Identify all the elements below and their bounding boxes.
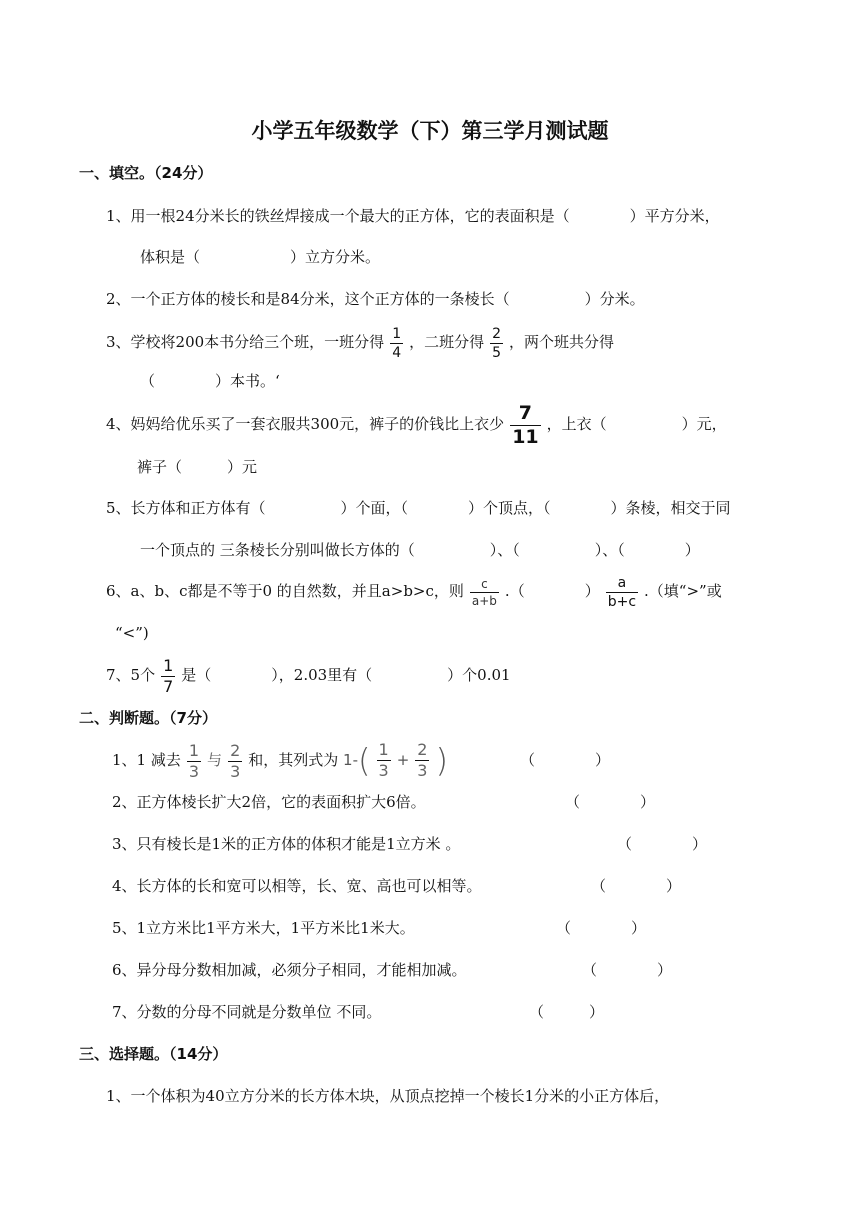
fill-q6-line2: “<”): [115, 624, 149, 642]
section-heading-fill: 一、填空。（24分）: [79, 164, 213, 182]
fill-q5-line2: 一个顶点的 三条棱长分别叫做长方体的（ ）、（ ）、（ ）: [140, 541, 700, 559]
choice-q1: 1、一个体积为40立方分米的长方体木块，从顶点挖掉一个棱长1分米的小正方体后，: [106, 1087, 670, 1105]
fraction-one-third-expr: $\frac{1}{3}$: [378, 740, 389, 780]
judge-q6-answer: （ ）: [582, 961, 673, 979]
fill-q3-line1: 3、学校将200本书分给三个班，一班分得 $\frac{1}{4}$ ，二班分得 $\frac{2}{5}$ ，两个班共分得: [106, 325, 615, 361]
judge-q5: 5、1立方米比1平方米大，1平方米比1米大。: [112, 919, 415, 937]
fraction-c-over-a-plus-b: $\frac{c}{a+b}$: [471, 576, 497, 608]
judge-q1-answer: （ ）: [520, 751, 611, 769]
judge-q6: 6、异分母分数相加减，必须分子相同，才能相加减。: [112, 961, 467, 979]
judge-q3: 3、只有棱长是1米的正方体的体积才能是1立方米 。: [112, 835, 461, 853]
judge-q7-answer: （ ）: [529, 1003, 605, 1021]
fill-q1-line1: 1、用一根24分米长的铁丝焊接成一个最大的正方体，它的表面积是（ ）平方分米，: [106, 207, 720, 225]
expression: 1-( $\frac{1}{3}$ + $\frac{2}{3}$ ): [343, 740, 448, 780]
judge-q2-answer: （ ）: [565, 793, 656, 811]
section-heading-judge: 二、判断题。（7分）: [79, 709, 217, 727]
fill-q6-line1: 6、a、b、c都是不等于0 的自然数，并且a>b>c，则 $\frac{c}{a+b}$ .（ ） $\frac{a}{b+c}$ .（填“>”或: [106, 574, 722, 610]
judge-q4-answer: （ ）: [591, 877, 682, 895]
judge-q1: 1、1 减去 $\frac{1}{3}$ 与 $\frac{2}{3}$ 和，其列式为 1-( $\frac{1}{3}$ + $\frac{2}{3}$ ): [112, 740, 448, 781]
fraction-seven-elevenths: $\frac{7}{11}$: [512, 401, 539, 448]
judge-q3-answer: （ ）: [617, 835, 708, 853]
fraction-one-seventh: $\frac{1}{7}$: [163, 655, 174, 696]
page-title: 小学五年级数学（下）第三学月测试题: [251, 119, 609, 143]
judge-q4: 4、长方体的长和宽可以相等，长、宽、高也可以相等。: [112, 877, 482, 895]
fraction-a-over-b-plus-c: $\frac{a}{b+c}$: [607, 574, 637, 610]
fraction-one-third: $\frac{1}{3}$: [188, 740, 200, 781]
section-heading-choice: 三、选择题。（14分）: [79, 1045, 228, 1063]
fraction-two-thirds: $\frac{2}{3}$: [230, 740, 241, 781]
fill-q3-line2: （ ）本书。‘: [140, 372, 280, 390]
fill-q2: 2、一个正方体的棱长和是84分米，这个正方体的一条棱长（ ）分米。: [106, 290, 645, 308]
judge-q2: 2、正方体棱长扩大2倍，它的表面积扩大6倍。: [112, 793, 426, 811]
fill-q4-line2: 裤子（ ）元: [137, 458, 258, 476]
fraction-two-fifths: $\frac{2}{5}$: [492, 325, 502, 361]
fill-q1-line2: 体积是（ ）立方分米。: [140, 248, 381, 266]
fraction-one-quarter: $\frac{1}{4}$: [392, 325, 402, 361]
fraction-two-thirds-expr: $\frac{2}{3}$: [417, 740, 428, 780]
fill-q4-line1: 4、妈妈给优乐买了一套衣服共300元，裤子的价钱比上衣少 $\frac{7}{11}$ ，上衣（ ）元，: [106, 401, 727, 448]
fill-q5-line1: 5、长方体和正方体有（ ）个面，（ ）个顶点，（ ）条棱，相交于同: [106, 499, 731, 517]
judge-q5-answer: （ ）: [556, 919, 647, 937]
judge-q7: 7、分数的分母不同就是分数单位 不同。: [112, 1003, 382, 1021]
fill-q7: 7、5个 $\frac{1}{7}$ 是（ ），2.03里有（ ）个0.01: [106, 655, 511, 696]
